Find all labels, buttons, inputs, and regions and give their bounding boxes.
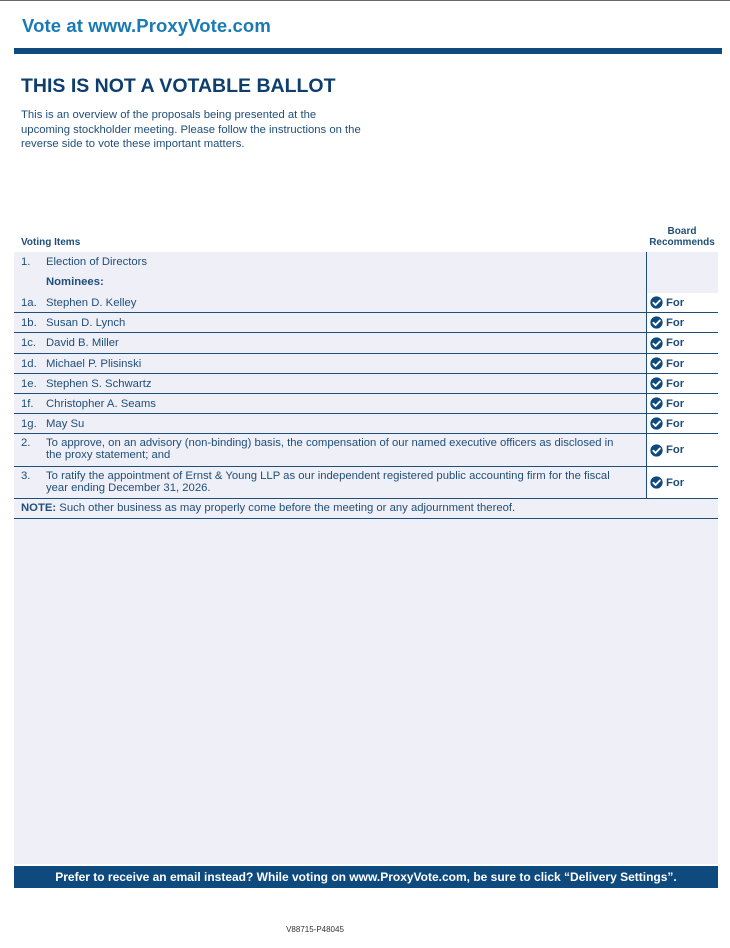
check-circle-icon (650, 337, 663, 350)
board-recommends-header (646, 226, 718, 248)
item-text: Christopher A. Seams (46, 398, 156, 410)
board-recommendation (646, 293, 718, 312)
election-row (14, 256, 718, 293)
for-label: For (666, 316, 685, 329)
item-text: Michael P. Plisinski (46, 358, 142, 370)
item-text: Susan D. Lynch (46, 317, 126, 329)
for-label: For (666, 377, 685, 390)
ballot-item-row (14, 434, 718, 467)
note-label: NOTE: (21, 502, 57, 514)
rec-column-divider (646, 252, 647, 293)
document-code: V88715-P48045 (286, 925, 344, 934)
voting-items-header: Voting Items (21, 237, 81, 248)
top-rule (0, 0, 730, 1)
intro-text: This is an overview of the proposals being presented at the upcoming stockholder meeting. Please follow the instructions on the reverse side to vote these important matters. (21, 109, 361, 150)
item-number: 1a. (21, 297, 37, 309)
board-recommendation (646, 313, 718, 332)
header-bar (14, 48, 722, 54)
check-circle-icon (650, 316, 663, 329)
board-recommendation (646, 333, 718, 353)
item-text: Stephen D. Kelley (46, 297, 137, 309)
item-number: 1g. (21, 418, 37, 430)
item-text: David B. Miller (46, 337, 119, 349)
board-header-line1: Board (667, 226, 697, 237)
check-circle-icon (650, 476, 663, 489)
board-recommendation (646, 414, 718, 433)
check-circle-icon (650, 397, 663, 410)
ballot-item-row (14, 333, 718, 354)
for-label: For (666, 444, 685, 456)
header-url-title[interactable]: Vote at www.ProxyVote.com (22, 15, 271, 36)
board-header-line2: Recommends (649, 237, 715, 248)
check-circle-icon (650, 417, 663, 430)
board-recommendation (646, 434, 718, 466)
item-text: To approve, on an advisory (non-binding) basis, the compensation of our named executive officers as disclosed in the proxy statement; and (46, 437, 614, 461)
board-recommendation (646, 394, 718, 413)
ballot-item-row (14, 394, 718, 414)
check-circle-icon (650, 444, 663, 457)
board-recommendation (646, 467, 718, 498)
item-text: To ratify the appointment of Ernst & Young LLP as our independent registered public accounting firm for the fiscal year ending December 31, 2026. (46, 470, 610, 494)
election-label: Election of Directors (46, 256, 148, 268)
ballot-title: THIS IS NOT A VOTABLE BALLOT (21, 75, 336, 97)
for-label: For (666, 417, 685, 430)
for-label: For (666, 397, 685, 410)
ballot-item-row (14, 467, 718, 499)
ballot-item-row (14, 313, 718, 333)
for-label: For (666, 337, 685, 349)
ballot-item-row (14, 374, 718, 394)
check-circle-icon (650, 296, 663, 309)
note-row (14, 499, 718, 519)
item-number: 1f. (21, 398, 34, 410)
item-number: 2. (21, 437, 31, 449)
item-number: 1b. (21, 317, 37, 329)
for-label: For (666, 476, 685, 489)
check-circle-icon (650, 377, 663, 390)
for-label: For (666, 357, 685, 370)
ballot-item-row (14, 414, 718, 434)
item-number: 1d. (21, 358, 37, 370)
item-text: Stephen S. Schwartz (46, 378, 152, 390)
ballot-item-row (14, 293, 718, 313)
item-number: 1e. (21, 378, 37, 390)
check-circle-icon (650, 357, 663, 370)
for-label: For (666, 296, 685, 309)
item-text: May Su (46, 418, 85, 430)
ballot-item-row (14, 354, 718, 374)
board-recommendation (646, 374, 718, 393)
board-recommendation (646, 354, 718, 373)
election-num: 1. (21, 256, 31, 268)
footer-banner: Prefer to receive an email instead? While voting on www.ProxyVote.com, be sure to click “Delivery Settings”. (14, 866, 718, 888)
nominees-label: Nominees: (46, 276, 104, 288)
note-text: Such other business as may properly come before the meeting or any adjournment thereof. (56, 502, 516, 514)
item-number: 1c. (21, 337, 37, 349)
item-number: 3. (21, 470, 31, 482)
